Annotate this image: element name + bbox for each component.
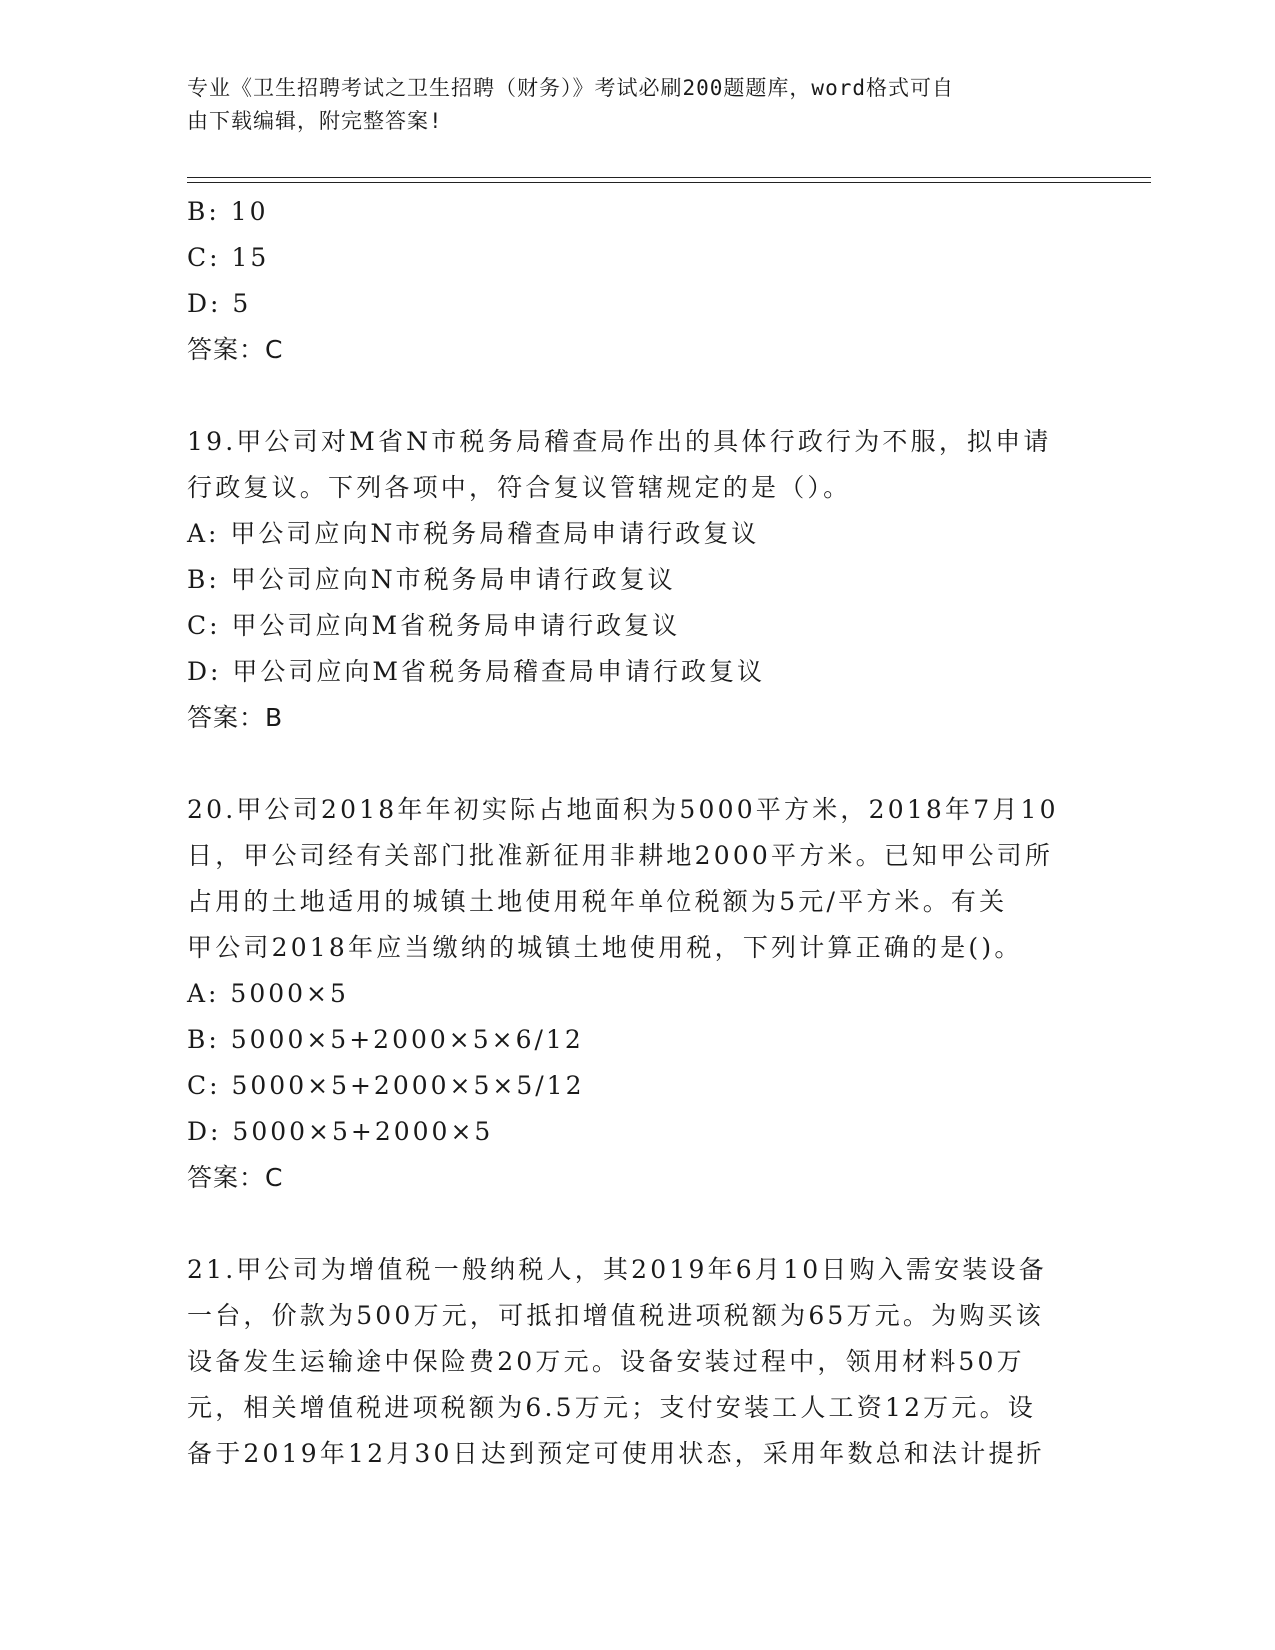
q20-text-line-2: 日，甲公司经有关部门批准新征用非耕地2000平方米。已知甲公司所 (187, 841, 1054, 870)
q19-option-d: D: 甲公司应向M省税务局稽查局申请行政复议 (187, 657, 766, 686)
header-line-2: 由下载编辑，附完整答案! (187, 109, 443, 133)
q21-text-line-4: 元，相关增值税进项税额为6.5万元；支付安装工人工资12万元。设 (187, 1393, 1036, 1422)
q20-option-a: A: 5000×5 (187, 979, 349, 1008)
document-header (187, 72, 1087, 138)
q19-option-c: C: 甲公司应向M省税务局申请行政复议 (187, 611, 681, 640)
q20-option-d: D: 5000×5+2000×5 (187, 1117, 494, 1146)
q21-text-line-3: 设备发生运输途中保险费20万元。设备安装过程中，领用材料50万 (187, 1347, 1025, 1376)
question-20 (187, 787, 1087, 1201)
header-divider-bottom (187, 182, 1151, 183)
question-21 (187, 1247, 1087, 1477)
q20-answer: 答案：C (187, 1163, 284, 1192)
q18-answer: 答案：C (187, 335, 284, 364)
q20-option-c: C: 5000×5+2000×5×5/12 (187, 1071, 585, 1100)
question-19 (187, 419, 1087, 741)
q20-text-line-1: 20.甲公司2018年年初实际占地面积为5000平方米，2018年7月10 (187, 795, 1059, 824)
q19-option-a: A: 甲公司应向N市税务局稽查局申请行政复议 (187, 519, 760, 548)
question-18 (187, 189, 1087, 373)
spacer (187, 373, 1087, 419)
q18-option-b: B: 10 (187, 197, 269, 226)
q18-option-d: D: 5 (187, 289, 252, 318)
spacer (187, 741, 1087, 787)
spacer (187, 1201, 1087, 1247)
q20-text-line-3: 占用的土地适用的城镇土地使用税年单位税额为5元/平方米。有关 (187, 887, 1008, 916)
q19-option-b: B: 甲公司应向N市税务局申请行政复议 (187, 565, 676, 594)
q21-text-line-1: 21.甲公司为增值税一般纳税人，其2019年6月10日购入需安装设备 (187, 1255, 1047, 1284)
q21-text-line-5: 备于2019年12月30日达到预定可使用状态，采用年数总和法计提折 (187, 1439, 1045, 1468)
q19-text-line-2: 行政复议。下列各项中，符合复议管辖规定的是（）。 (187, 473, 852, 502)
header-line-1: 专业《卫生招聘考试之卫生招聘（财务）》考试必刷200题题库，word格式可自 (187, 76, 954, 100)
q20-option-b: B: 5000×5+2000×5×6/12 (187, 1025, 584, 1054)
question-content (187, 189, 1087, 1477)
q20-text-line-4: 甲公司2018年应当缴纳的城镇土地使用税，下列计算正确的是()。 (187, 933, 1023, 962)
q18-option-c: C: 15 (187, 243, 270, 272)
q21-text-line-2: 一台，价款为500万元，可抵扣增值税进项税额为65万元。为购买该 (187, 1301, 1044, 1330)
q19-answer: 答案：B (187, 703, 284, 732)
q19-text-line-1: 19.甲公司对M省N市税务局稽查局作出的具体行政行为不服，拟申请 (187, 427, 1052, 456)
header-divider-top (187, 177, 1151, 178)
